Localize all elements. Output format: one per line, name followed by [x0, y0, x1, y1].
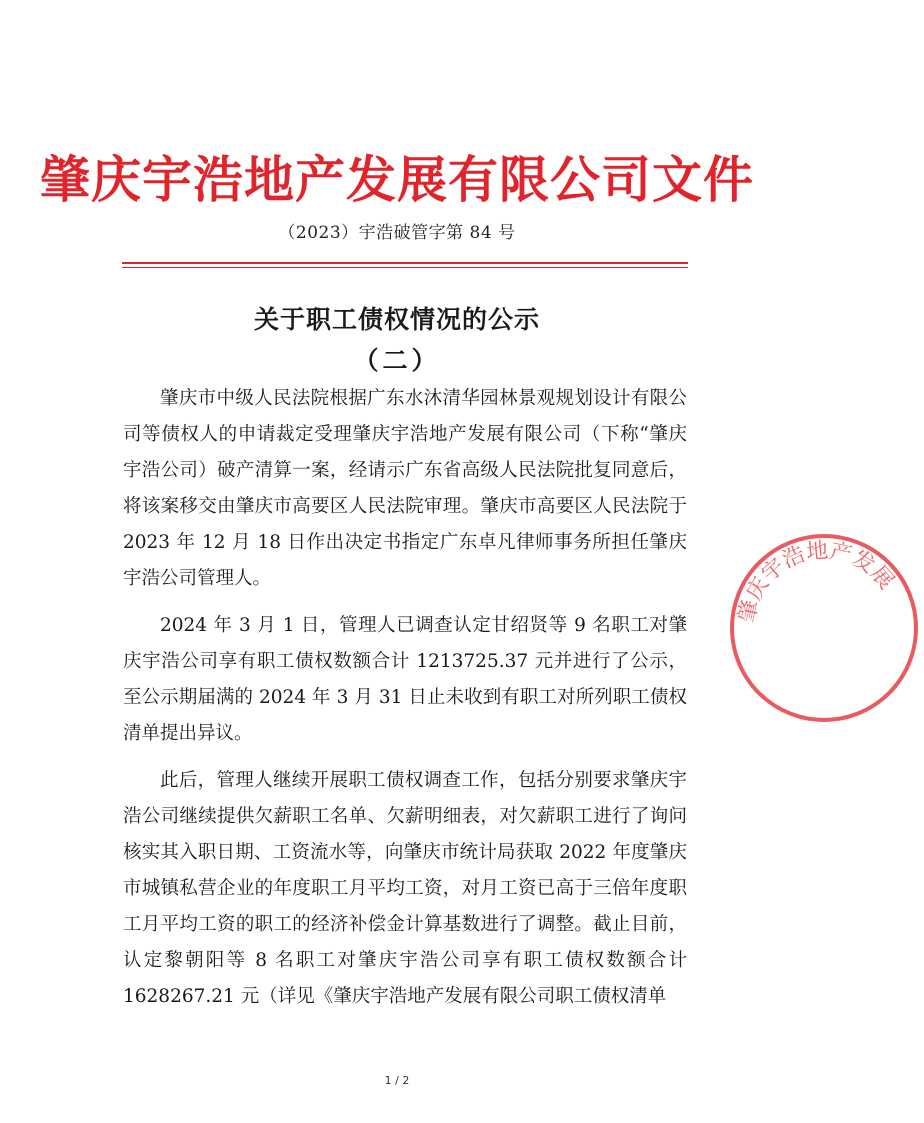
notice-title: 关于职工债权情况的公示 [253, 305, 540, 334]
header-divider [122, 262, 688, 264]
document-header-title: 肇庆宇浩地产发展有限公司文件 [40, 151, 754, 209]
company-seal-stamp [724, 528, 924, 728]
paragraph-2: 2024 年 3 月 1 日，管理人已调查认定甘绍贤等 9 名职工对肇庆宇浩公司享有职工债权数额合计 1213725.37 元并进行了公示，至公示期届满的 2024 年 3 月 31 日止未收到有职工对所列职工债权清单提出异议。 [123, 615, 687, 744]
notice-subtitle: （二） [353, 346, 441, 375]
paragraph-1: 肇庆市中级人民法院根据广东水沐清华园林景观规划设计有限公司等债权人的申请裁定受理肇庆宇浩地产发展有限公司（下称“肇庆宇浩公司）破产清算一案，经请示广东省高级人民法院批复同意后，将该案移交由肇庆市高要区人民法院审理。肇庆市高要区人民法院于2023 年 12 月 18 日作出决定书指定广东卓凡律师事务所担任肇庆宇浩公司管理人。 [123, 388, 687, 589]
notice-body [123, 381, 687, 1026]
seal-text: 肇庆宇浩地产发展 [734, 538, 899, 625]
header-divider-thin [122, 267, 688, 268]
page-number: 1 / 2 [384, 1074, 410, 1087]
paragraph-3: 此后，管理人继续开展职工债权调查工作，包括分别要求肇庆宇浩公司继续提供欠薪职工名单、欠薪明细表，对欠薪职工进行了询问核实其入职日期、工资流水等，向肇庆市统计局获取 2022 年度肇庆市城镇私营企业的年度职工月平均工资，对月工资已高于三倍年度职工月平均工资的职工的经济补偿金计算基数进行了调整。截止目前，认定黎朝阳等 8 名职工对肇庆宇浩公司享有职工债权数额合计1628267.21 元（详见《肇庆宇浩地产发展有限公司职工债权清单 [123, 770, 687, 1007]
document-number: （2023）宇浩破管字第 84 号 [278, 223, 516, 243]
